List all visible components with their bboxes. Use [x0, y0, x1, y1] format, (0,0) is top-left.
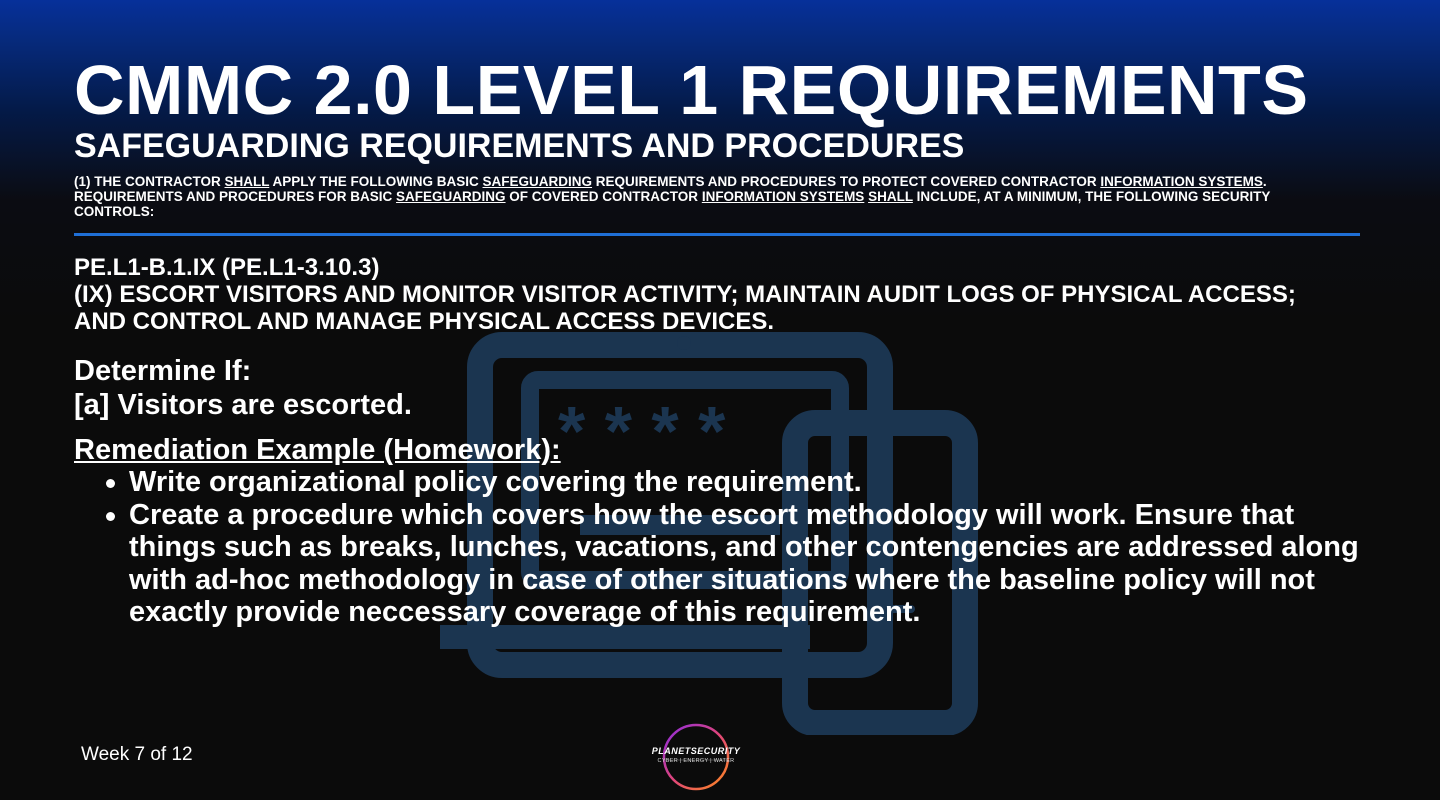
- logo-name: PLANETSECURITY: [651, 746, 741, 756]
- logo-ring-icon: [644, 722, 748, 792]
- list-item: Write organizational policy covering the requirement.: [74, 466, 1364, 499]
- week-indicator: Week 7 of 12: [81, 744, 193, 765]
- determine-item: [a] Visitors are escorted.: [74, 389, 412, 421]
- determine-heading: Determine If:: [74, 355, 252, 387]
- planet-security-logo: [644, 722, 748, 792]
- svg-text:* * * *: * * * *: [558, 392, 726, 470]
- logo-tagline: CYBER | ENERGY | WATER: [657, 758, 735, 764]
- remediation-heading: Remediation Example (Homework):: [74, 434, 561, 466]
- bullet-icon: [106, 479, 115, 488]
- intro-paragraph: (1) THE CONTRACTOR SHALL APPLY THE FOLLOWING BASIC SAFEGUARDING REQUIREMENTS AND PROCEDURES TO PROTECT COVERED CONTRACTOR INFORMATION SYSTEMS. REQUIREMENTS AND PROCEDURES FOR BASIC SAFEGUARDING OF COVERED CONTRACTOR INFORMATION SYSTEMS SHALL INCLUDE, AT A MINIMUM, THE FOLLOWING SECURITY CONTROLS:: [74, 174, 1271, 219]
- slide-title: CMMC 2.0 LEVEL 1 REQUIREMENTS: [74, 51, 1309, 129]
- requirement-id: PE.L1-B.1.IX (PE.L1-3.10.3): [74, 254, 380, 281]
- list-item: Create a procedure which covers how the escort methodology will work. Ensure that things such as breaks, lunches, vacations, and other contengencies are addressed along with ad-hoc methodology in case of other situations where the baseline policy will not exactly provide neccessary coverage of this requirement.: [74, 499, 1364, 629]
- slide-subtitle: SAFEGUARDING REQUIREMENTS AND PROCEDURES: [74, 127, 965, 165]
- bullet-icon: [106, 512, 115, 521]
- requirement-text: (IX) ESCORT VISITORS AND MONITOR VISITOR ACTIVITY; MAINTAIN AUDIT LOGS OF PHYSICAL ACCESS; AND CONTROL AND MANAGE PHYSICAL ACCESS DEVICES.: [74, 281, 1296, 335]
- section-divider: [74, 233, 1360, 236]
- remediation-list: [74, 466, 1364, 629]
